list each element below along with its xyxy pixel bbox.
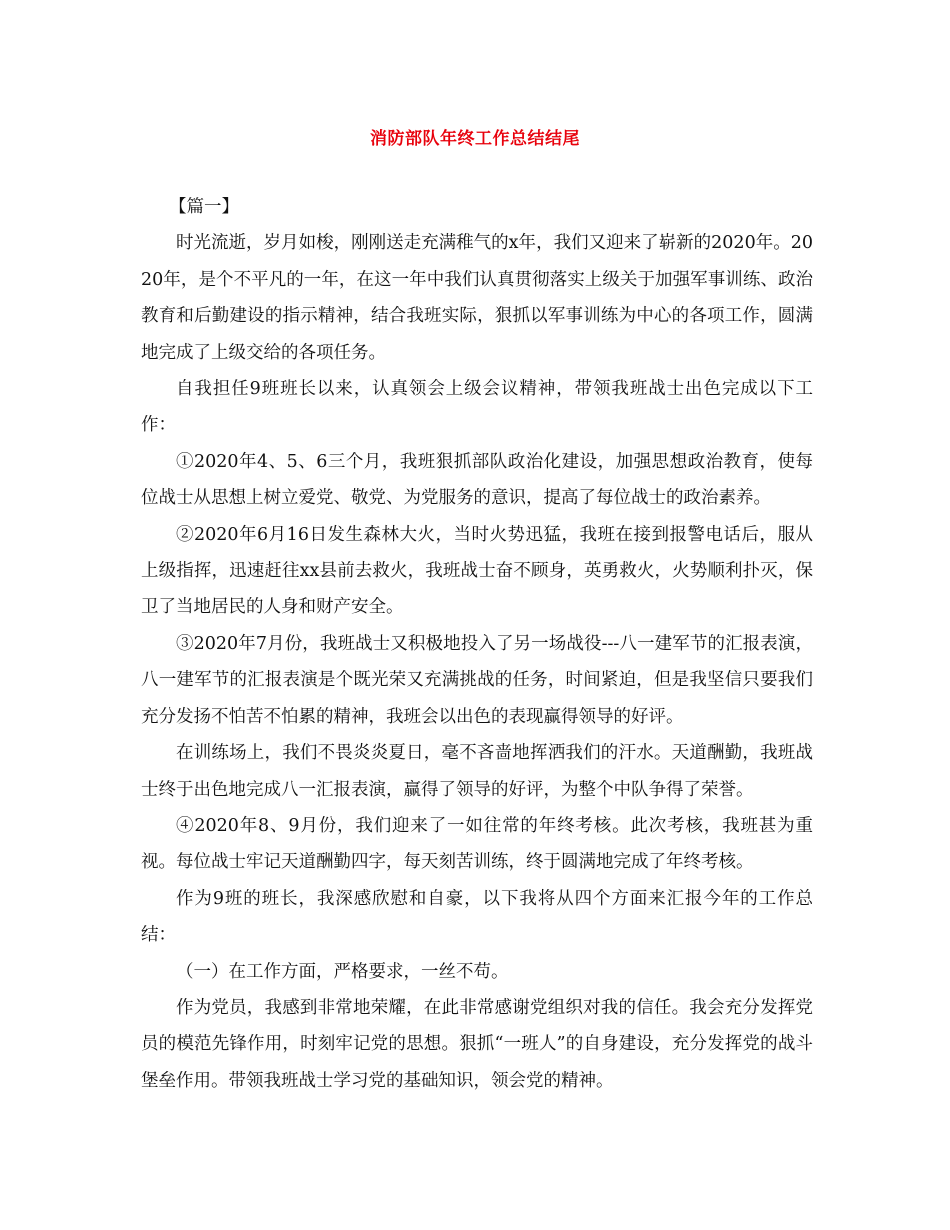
paragraph: 在训练场上，我们不畏炎炎夏日，毫不吝啬地挥洒我们的汗水。天道酬勤，我班战士终于出色地完成八一汇报表演，赢得了领导的好评，为整个中队争得了荣誉。 bbox=[141, 743, 813, 800]
paragraph: ③2020年7月份，我班战士又积极地投入了另一场战役---八一建军节的汇报表演，八一建军节的汇报表演是个既光荣又充满挑战的任务，时间紧迫，但是我坚信只要我们充分发扬不怕苦不怕累的精神，我班会以出色的表现赢得领导的好评。 bbox=[141, 633, 813, 727]
paragraph: 自我担任9班班长以来，认真领会上级会议精神，带领我班战士出色完成以下工作： bbox=[141, 379, 813, 436]
paragraph: ④2020年8、9月份，我们迎来了一如往常的年终考核。此次考核，我班甚为重视。每位战士牢记天道酬勤四字，每天刻苦训练，终于圆满地完成了年终考核。 bbox=[141, 815, 813, 873]
paragraph: 作为9班的班长，我深感欣慰和自豪，以下我将从四个方面来汇报今年的工作总结： bbox=[141, 888, 813, 946]
paragraph: 作为党员，我感到非常地荣耀，在此非常感谢党组织对我的信任。我会充分发挥党员的模范先锋作用，时刻牢记党的思想。狠抓“一班人”的自身建设，充分发挥党的战斗堡垒作用。带领我班战士学习党的基础知识，领会党的精神。 bbox=[141, 997, 813, 1091]
document-title: 消防部队年终工作总结结尾 bbox=[370, 129, 580, 149]
paragraph: 时光流逝，岁月如梭，刚刚送走充满稚气的x年，我们又迎来了崭新的2020年。2020年，是个不平凡的一年，在这一年中我们认真贯彻落实上级关于加强军事训练、政治教育和后勤建设的指示精神，结合我班实际，狠抓以军事训练为中心的各项工作，圆满地完成了上级交给的各项任务。 bbox=[141, 233, 813, 363]
paragraph: （一）在工作方面，严格要求，一丝不苟。 bbox=[176, 961, 509, 982]
paragraph: ②2020年6月16日发生森林大火，当时火势迅猛，我班在接到报警电话后，服从上级指挥，迅速赶往xx县前去救火，我班战士奋不顾身，英勇救火，火势顺利扑灭，保卫了当地居民的人身和财产安全。 bbox=[141, 524, 813, 618]
paragraph: ①2020年4、5、6三个月，我班狠抓部队政治化建设，加强思想政治教育，使每位战士从思想上树立爱党、敬党、为党服务的意识，提高了每位战士的政治素养。 bbox=[141, 451, 813, 509]
section-label: 【篇一】 bbox=[169, 197, 239, 217]
document-body bbox=[141, 189, 813, 1099]
